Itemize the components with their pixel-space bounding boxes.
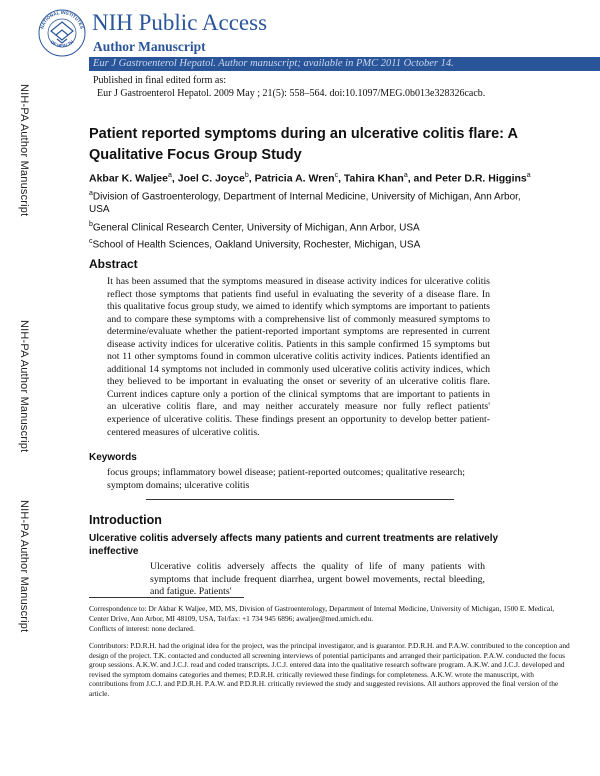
logo-top-text: NATIONAL INSTITUTES (39, 9, 85, 30)
affiliation-c: $^c$School of Health Sciences, Oakland University, Rochester, Michigan, USA (89, 238, 421, 251)
published-label: Published in final edited form as: (93, 75, 227, 86)
side-label-2: NIH-PA Author Manuscript (18, 320, 30, 453)
keywords-divider (146, 499, 454, 500)
abstract-text: It has been assumed that the symptoms measured in disease activity indices for ulcerative colitis reflect those symptoms that patients find useful in evaluating the severity of a disease flare. In this qualitative focus group study, we aimed to identify which symptoms are important to patients and to compare these symptoms with a comprehensive list of commonly measured symptoms to determine/evaluate whether the patient-reported important symptoms are represented in current disease activity indices for ulcerative colitis. Patients in this sample confirmed 15 symptoms but not 11 other symptoms found in common ulcerative colitis activity indices. Patients identified an additional 14 symptoms not included in commonly used ulcerative colitis activity indices, which they believed to be important in evaluating the onset or severity of an ulcerative colitis flare. Current indices capture only a portion of the clinical symptoms that are important to patients in an ulcerative colitis flare, and may neither accurately measure nor fully reflect patients' experience of ulcerative colitis. These findings present an opportunity to develop better patient-centered measures of ulcerative colitis. (107, 276, 490, 438)
nih-logo (37, 8, 87, 58)
author-name: Patricia A. Wren (254, 172, 335, 185)
journal-reference: Eur J Gastroenterol Hepatol. Author manuscript; available in PMC 2011 October 14. (93, 58, 454, 69)
side-label-3: NIH-PA Author Manuscript (18, 500, 30, 633)
brand-title: NIH Public Access (92, 10, 268, 35)
side-label-1: NIH-PA Author Manuscript (18, 84, 30, 217)
correspondence-note: Correspondence to: Dr Akbar K Waljee, MD, MS, Division of Gastroenterology, Department of Internal Medicine, University of Michigan, 1500 E. Medical, Center Drive, Ann Arbor, MI 48109, USA, Tel/fax: +1 734 945 6896; awaljee@med.umich.edu. (89, 604, 555, 623)
manuscript-label: Author Manuscript (93, 39, 206, 54)
conflicts-note: Conflicts of interest: none declared. (89, 624, 195, 633)
article-title: Patient reported symptoms during an ulcerative colitis flare: A Qualitative Focus Group Study (89, 126, 518, 163)
keywords-text: focus groups; inflammatory bowel disease; patient-reported outcomes; qualitative research; symptom domains; ulcerative colitis (107, 467, 466, 491)
logo-bottom-text: OF HEALTH (49, 39, 75, 49)
author-name: Joel C. Joyce (177, 172, 245, 185)
abstract-heading: Abstract (89, 257, 138, 271)
author-name: Tahira Khan (343, 172, 404, 185)
contributors-note: Contributors: P.D.R.H. had the original idea for the project, was the principal investigator, and is guarantor. P.D.R.H. and P.A.W. contributed to the conception and design of the project. T.K. contacted and conducted all screening interviews of potential participants and arranged their participation. P.A.W. conducted the focus group sessions. A.K.W. and J.C.J. read and coded transcripts. J.C.J. entered data into the qualitative research software program. A.K.W. and J.C.J. developed and revised the symptom domains categories and themes; P.D.R.H. critically reviewed these findings for completeness. A.K.W. wrote the manuscript, with contributions from J.C.J. and P.D.R.H. P.A.W. and P.D.R.H. critically reviewed the study and suggested revisions. All authors approved the final version of the article. (89, 641, 570, 698)
author-name: Akbar K. Waljee (89, 172, 168, 185)
keywords-heading: Keywords (89, 452, 137, 463)
citation: Eur J Gastroenterol Hepatol. 2009 May ; 21(5): 558–564. doi:10.1097/MEG.0b013e328326cacb. (97, 88, 486, 99)
author-list: Akbar K. Waljee$^a$, Joel C. Joyce$^b$, Patricia A. Wren$^c$, Tahira Khan$^a$, and Peter D.R. Higgins$^a$ (89, 172, 531, 185)
affiliation-b: $^b$General Clinical Research Center, University of Michigan, Ann Arbor, USA (89, 221, 420, 234)
affiliation-a: $^a$Division of Gastroenterology, Department of Internal Medicine, University of Michigan, Ann Arbor, USA (89, 190, 521, 216)
intro-paragraph: Ulcerative colitis adversely affects the quality of life of many patients with symptoms that include frequent diarrhea, urgent bowel movements, rectal bleeding, and fatigue. Patients' (150, 561, 485, 597)
footnote-divider (89, 597, 244, 598)
intro-heading: Introduction (89, 513, 162, 527)
intro-subheading: Ulcerative colitis adversely affects many patients and current treatments are relatively ineffective (89, 533, 499, 557)
author-name: Peter D.R. Higgins (435, 172, 527, 185)
